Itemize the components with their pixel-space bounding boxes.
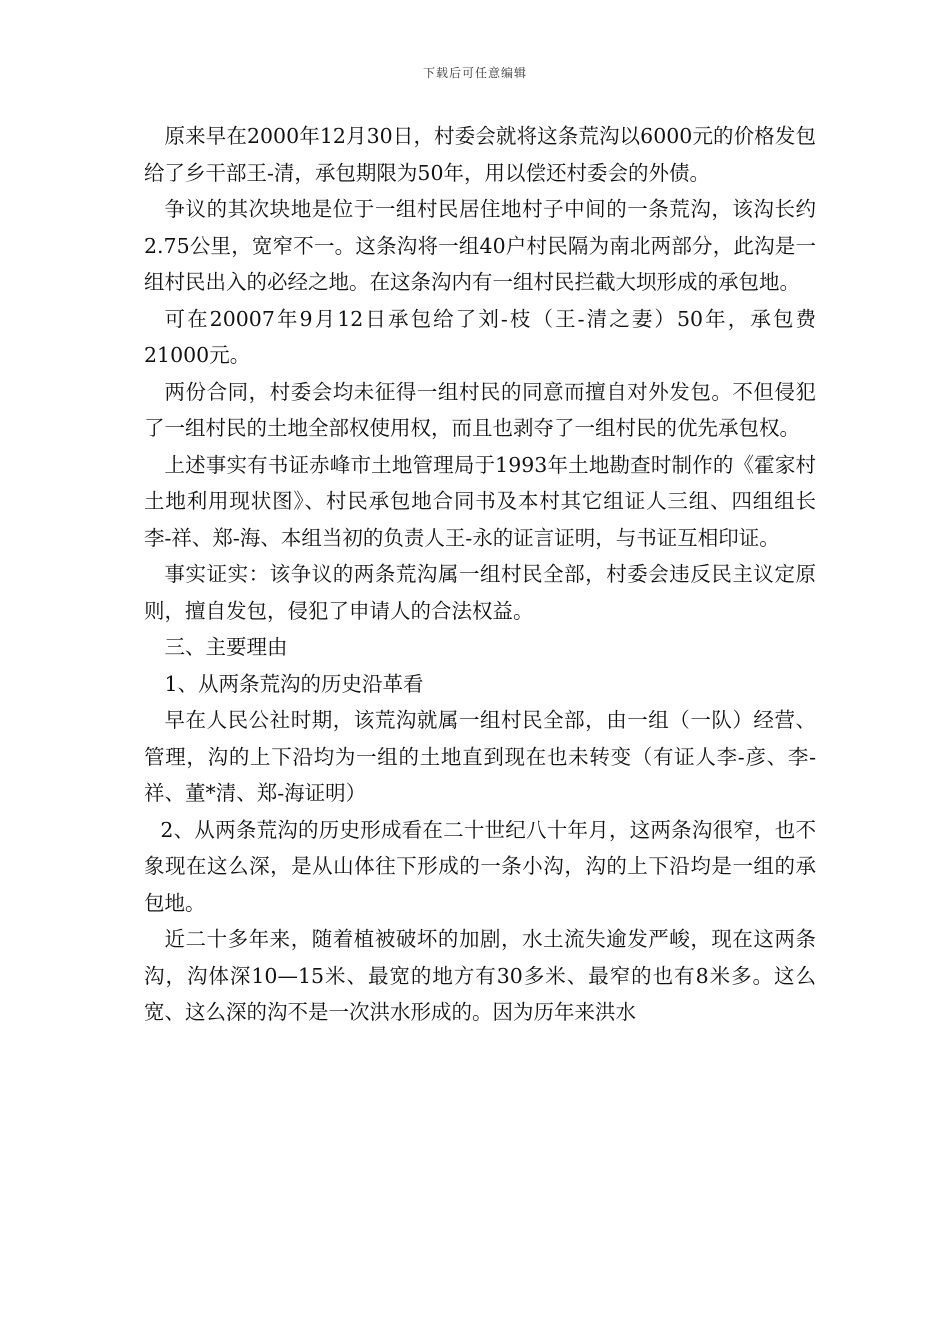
page-header: 下载后可任意编辑	[422, 66, 527, 80]
document-body	[144, 118, 816, 1031]
subheading-history: 1、从两条荒沟的历史沿革看	[164, 671, 424, 696]
paragraph-5: 上述事实有书证赤峰市土地管理局于1993年土地勘查时制作的《霍家村土地利用现状图》、村民承包地合同书及本村其它组证人三组、四组组长李-祥、郑-海、本组当初的负责人王-永的证言证明，与书证互相印证。	[144, 452, 816, 550]
paragraph-8: 2、从两条荒沟的历史形成看在二十世纪八十年月，这两条沟很窄，也不象现在这么深，是从山体往下形成的一条小沟，沟的上下沿均是一组的承包地。	[144, 817, 816, 915]
paragraph-7: 早在人民公社时期，该荒沟就属一组村民全部，由一组（一队）经营、管理，沟的上下沿均为一组的土地直到现在也未转变（有证人李-彦、李-祥、董*清、郑-海证明）	[144, 708, 816, 805]
paragraph-3: 可在20007年9月12日承包给了刘-枝（王-清之妻）50年，承包费21000元。	[144, 306, 816, 367]
paragraph-2: 争议的其次块地是位于一组村民居住地村子中间的一条荒沟，该沟长约2.75公里，宽窄不一。这条沟将一组40户村民隔为南北两部分，此沟是一组村民出入的必经之地。在这条沟内有一组村民拦截大坝形成的承包地。	[144, 197, 816, 294]
section-heading-main-reasons: 三、主要理由	[164, 635, 288, 659]
paragraph-6: 事实证实：该争议的两条荒沟属一组村民全部，村委会违反民主议定原则，擅自发包，侵犯了申请人的合法权益。	[144, 562, 816, 623]
paragraph-1: 原来早在2000年12月30日，村委会就将这条荒沟以6000元的价格发包给了乡干部王-清，承包期限为50年，用以偿还村委会的外债。	[144, 124, 816, 185]
paragraph-9: 近二十多年来，随着植被破坏的加剧，水土流失逾发严峻，现在这两条沟，沟体深10—15米、最宽的地方有30多米、最窄的也有8米多。这么宽、这么深的沟不是一次洪水形成的。因为历年来洪水	[144, 927, 816, 1024]
paragraph-4: 两份合同，村委会均未征得一组村民的同意而擅自对外发包。不但侵犯了一组村民的土地全部权使用权，而且也剥夺了一组村民的优先承包权。	[144, 379, 816, 440]
